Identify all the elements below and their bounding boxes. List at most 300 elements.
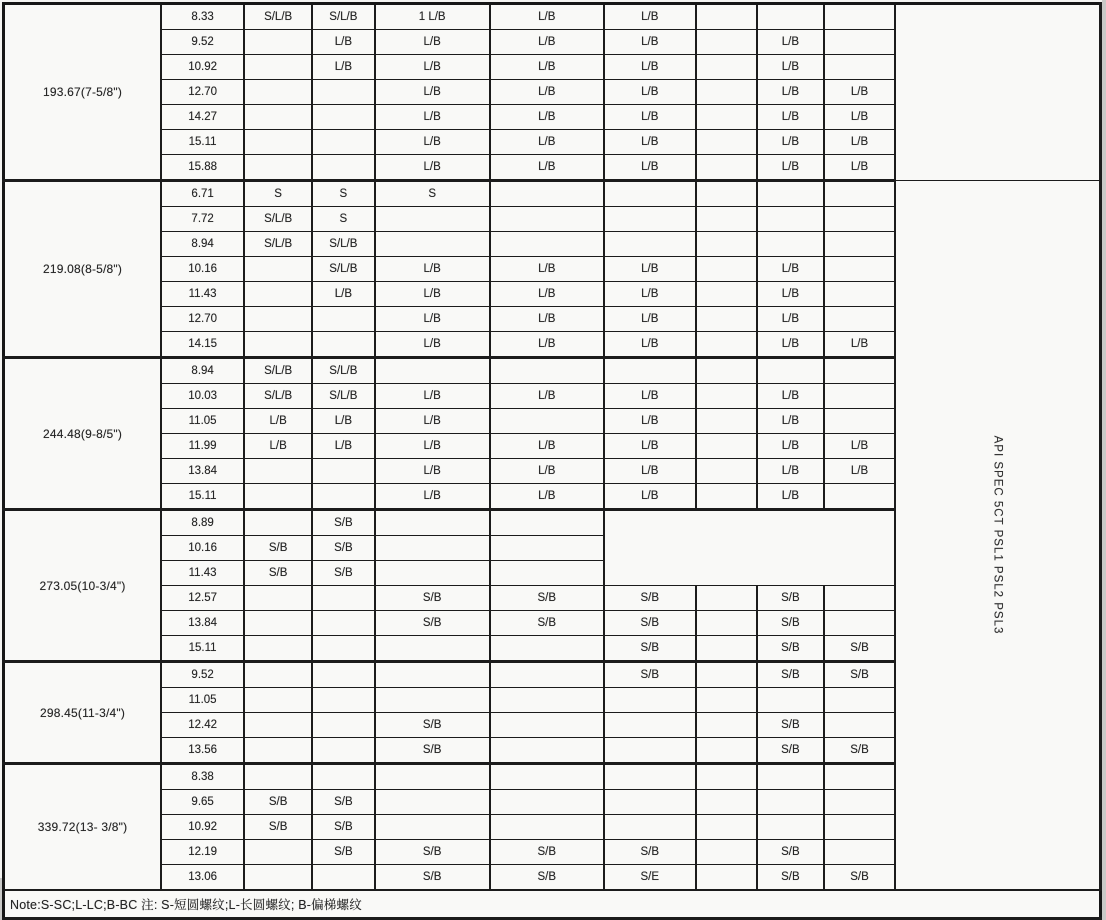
thread-type-cell: S/L/B	[244, 384, 312, 409]
thread-type-cell: S/B	[312, 790, 375, 815]
thread-type-cell	[757, 815, 824, 840]
thread-type-cell	[244, 764, 312, 790]
thread-type-cell: L/B	[490, 434, 604, 459]
thread-type-cell	[375, 790, 490, 815]
thread-type-cell	[696, 332, 757, 358]
thread-type-cell: L/B	[375, 307, 490, 332]
thread-type-cell: L/B	[824, 155, 895, 181]
thread-type-cell	[696, 30, 757, 55]
thread-type-cell	[696, 257, 757, 282]
thread-type-cell	[696, 4, 757, 30]
thread-type-cell	[696, 384, 757, 409]
note-cell: Note:S-SC;L-LC;B-BC 注: S-短圆螺纹;L-长圆螺纹; B-偏梯螺纹	[4, 890, 1101, 919]
thread-type-cell: L/B	[824, 459, 895, 484]
wall-thickness-cell: 8.33	[161, 4, 244, 30]
thread-type-cell	[244, 713, 312, 738]
thread-type-cell	[757, 358, 824, 384]
wall-thickness-cell: 8.38	[161, 764, 244, 790]
thread-type-cell	[312, 105, 375, 130]
thread-type-cell	[824, 207, 895, 232]
thread-type-cell	[490, 181, 604, 207]
thread-type-cell: L/B	[490, 105, 604, 130]
thread-type-cell: S/B	[757, 662, 824, 688]
api-spec-side-label: API SPEC 5CT PSL1 PSL2 PSL3	[991, 435, 1004, 635]
thread-type-cell	[757, 688, 824, 713]
thread-type-cell	[375, 536, 490, 561]
wall-thickness-cell: 12.57	[161, 586, 244, 611]
thread-type-cell	[312, 332, 375, 358]
thread-type-cell: S/B	[757, 586, 824, 611]
thread-type-cell: L/B	[757, 384, 824, 409]
wall-thickness-cell: 6.71	[161, 181, 244, 207]
thread-type-cell: L/B	[312, 30, 375, 55]
thread-type-cell	[244, 282, 312, 307]
thread-type-cell: S/B	[757, 738, 824, 764]
thread-type-cell	[312, 611, 375, 636]
thread-type-cell: L/B	[604, 332, 696, 358]
thread-type-cell	[490, 409, 604, 434]
thread-type-cell: L/B	[604, 105, 696, 130]
thread-type-cell	[604, 738, 696, 764]
thread-type-cell: S/B	[312, 536, 375, 561]
thread-type-cell	[312, 662, 375, 688]
wall-thickness-cell: 11.43	[161, 282, 244, 307]
thread-type-cell	[824, 611, 895, 636]
thread-type-cell	[244, 636, 312, 662]
thread-type-cell: L/B	[375, 384, 490, 409]
thread-type-cell: S/L/B	[312, 358, 375, 384]
size-cell: 244.48(9-8/5")	[4, 358, 162, 510]
thread-type-cell	[604, 815, 696, 840]
thread-type-cell: L/B	[824, 130, 895, 155]
thread-type-cell	[604, 764, 696, 790]
thread-type-cell: S/B	[604, 611, 696, 636]
thread-type-cell: S	[312, 181, 375, 207]
wall-thickness-cell: 10.92	[161, 55, 244, 80]
thread-type-cell: S/B	[375, 738, 490, 764]
thread-type-cell	[604, 688, 696, 713]
thread-type-cell	[696, 636, 757, 662]
thread-type-cell	[244, 332, 312, 358]
wall-thickness-cell: 13.56	[161, 738, 244, 764]
wall-thickness-cell: 11.43	[161, 561, 244, 586]
thread-type-cell: S/B	[244, 815, 312, 840]
thread-type-cell: 1 L/B	[375, 4, 490, 30]
thread-type-cell: S/L/B	[244, 232, 312, 257]
wall-thickness-cell: 10.92	[161, 815, 244, 840]
thread-type-cell	[696, 181, 757, 207]
thread-type-cell	[824, 840, 895, 865]
thread-type-cell	[696, 80, 757, 105]
thread-type-cell	[696, 459, 757, 484]
wall-thickness-cell: 13.06	[161, 865, 244, 891]
thread-type-cell	[824, 307, 895, 332]
thread-type-cell	[490, 536, 604, 561]
thread-type-cell	[312, 307, 375, 332]
thread-type-cell: L/B	[490, 30, 604, 55]
thread-type-cell: L/B	[757, 282, 824, 307]
thread-type-cell: L/B	[824, 80, 895, 105]
thread-type-cell	[757, 4, 824, 30]
thread-type-cell	[490, 790, 604, 815]
thread-type-cell	[244, 155, 312, 181]
thread-type-cell	[604, 181, 696, 207]
thread-type-cell	[490, 232, 604, 257]
thread-type-cell: L/B	[490, 459, 604, 484]
thread-type-cell	[696, 307, 757, 332]
thread-type-cell: L/B	[312, 409, 375, 434]
thread-type-cell: L/B	[604, 434, 696, 459]
thread-type-cell: L/B	[757, 459, 824, 484]
thread-type-cell	[824, 4, 895, 30]
thread-type-cell	[824, 30, 895, 55]
thread-type-cell: L/B	[490, 130, 604, 155]
thread-type-cell	[604, 358, 696, 384]
thread-type-cell: S/B	[312, 840, 375, 865]
thread-type-cell: L/B	[490, 484, 604, 510]
thread-type-cell	[824, 181, 895, 207]
thread-type-cell: S/B	[375, 713, 490, 738]
note-row	[4, 890, 1101, 919]
thread-type-cell	[696, 840, 757, 865]
thread-type-cell	[696, 865, 757, 891]
thread-type-cell	[312, 688, 375, 713]
thread-type-cell: L/B	[375, 409, 490, 434]
thread-type-cell: L/B	[604, 80, 696, 105]
thread-type-cell: L/B	[757, 130, 824, 155]
thread-type-cell	[490, 688, 604, 713]
thread-type-cell: S/B	[604, 636, 696, 662]
thread-type-cell: S/B	[244, 790, 312, 815]
thread-type-cell: L/B	[604, 459, 696, 484]
thread-type-cell: L/B	[604, 307, 696, 332]
thread-type-cell: L/B	[490, 55, 604, 80]
wall-thickness-cell: 15.11	[161, 484, 244, 510]
thread-type-cell	[696, 688, 757, 713]
thread-type-cell	[604, 790, 696, 815]
thread-type-cell: S/B	[604, 586, 696, 611]
thread-type-cell: L/B	[312, 55, 375, 80]
thread-type-cell: S/B	[757, 713, 824, 738]
wall-thickness-cell: 15.11	[161, 636, 244, 662]
thread-type-cell	[490, 738, 604, 764]
thread-type-cell: S/B	[375, 611, 490, 636]
thread-type-cell: L/B	[490, 282, 604, 307]
table-row	[4, 4, 1101, 30]
wall-thickness-cell: 8.89	[161, 510, 244, 536]
thread-type-cell	[824, 790, 895, 815]
thread-type-cell: L/B	[757, 55, 824, 80]
thread-type-cell: S/B	[312, 561, 375, 586]
thread-type-cell: L/B	[490, 257, 604, 282]
thread-type-cell	[696, 790, 757, 815]
thread-type-cell	[375, 207, 490, 232]
thread-type-cell	[696, 764, 757, 790]
wall-thickness-cell: 11.99	[161, 434, 244, 459]
thread-type-cell	[375, 358, 490, 384]
size-cell: 193.67(7-5/8")	[4, 4, 162, 181]
thread-type-cell	[824, 282, 895, 307]
thread-type-cell: S/B	[490, 865, 604, 891]
thread-type-cell: S/B	[757, 865, 824, 891]
thread-type-cell	[312, 865, 375, 891]
thread-type-cell: L/B	[375, 434, 490, 459]
size-cell: 298.45(11-3/4")	[4, 662, 162, 764]
thread-type-cell	[696, 207, 757, 232]
wall-thickness-cell: 10.16	[161, 536, 244, 561]
thread-type-cell: L/B	[244, 434, 312, 459]
thread-type-cell	[757, 232, 824, 257]
wall-thickness-cell: 14.15	[161, 332, 244, 358]
thread-type-cell	[244, 840, 312, 865]
thread-type-cell	[244, 459, 312, 484]
thread-type-cell: L/B	[490, 80, 604, 105]
thread-type-cell: S/L/B	[312, 232, 375, 257]
thread-type-cell	[696, 105, 757, 130]
thread-type-cell	[312, 80, 375, 105]
thread-type-cell: S/L/B	[244, 358, 312, 384]
size-cell: 273.05(10-3/4")	[4, 510, 162, 662]
thread-type-cell	[490, 358, 604, 384]
thread-type-cell: L/B	[757, 484, 824, 510]
thread-type-cell	[824, 55, 895, 80]
thread-type-cell: L/B	[312, 282, 375, 307]
thread-type-cell	[244, 307, 312, 332]
thread-type-cell: L/B	[375, 55, 490, 80]
thread-type-cell	[375, 561, 490, 586]
thread-type-cell	[490, 713, 604, 738]
thread-type-cell	[696, 358, 757, 384]
table-row	[4, 181, 1101, 207]
thread-type-cell	[312, 764, 375, 790]
thread-type-cell	[824, 713, 895, 738]
thread-type-cell	[696, 484, 757, 510]
size-cell: 219.08(8-5/8")	[4, 181, 162, 358]
thread-type-cell	[696, 611, 757, 636]
wall-thickness-cell: 15.88	[161, 155, 244, 181]
thread-type-cell: L/B	[604, 282, 696, 307]
thread-type-cell: L/B	[824, 105, 895, 130]
thread-type-cell: L/B	[757, 434, 824, 459]
thread-type-cell	[375, 688, 490, 713]
wall-thickness-cell: 12.70	[161, 80, 244, 105]
thread-type-cell	[824, 688, 895, 713]
wall-thickness-cell: 13.84	[161, 459, 244, 484]
thread-type-cell: S/B	[604, 662, 696, 688]
thread-type-cell	[696, 155, 757, 181]
thread-type-cell	[696, 232, 757, 257]
side-column-empty-cell	[895, 4, 1100, 181]
thread-type-cell: L/B	[757, 80, 824, 105]
thread-type-cell	[696, 409, 757, 434]
wall-thickness-cell: 12.19	[161, 840, 244, 865]
thread-type-cell: L/B	[375, 257, 490, 282]
thread-type-cell	[490, 510, 604, 536]
thread-type-cell: S/B	[824, 636, 895, 662]
thread-type-cell: S/B	[490, 840, 604, 865]
thread-type-cell	[824, 484, 895, 510]
thread-type-cell	[312, 738, 375, 764]
thread-type-cell	[244, 738, 312, 764]
thread-type-cell: L/B	[757, 155, 824, 181]
thread-type-cell	[375, 232, 490, 257]
thread-type-cell	[696, 815, 757, 840]
thread-type-cell	[757, 790, 824, 815]
thread-type-cell: L/B	[375, 105, 490, 130]
thread-type-cell	[696, 130, 757, 155]
thread-type-cell	[244, 130, 312, 155]
side-label-cell	[895, 181, 1100, 891]
thread-type-cell: S/B	[490, 611, 604, 636]
thread-type-cell	[604, 713, 696, 738]
thread-type-cell	[490, 207, 604, 232]
thread-type-cell: S/B	[824, 662, 895, 688]
thread-type-cell: L/B	[490, 155, 604, 181]
wall-thickness-cell: 8.94	[161, 358, 244, 384]
thread-type-cell: L/B	[604, 484, 696, 510]
thread-type-cell	[696, 713, 757, 738]
thread-type-cell: L/B	[604, 409, 696, 434]
thread-type-cell	[696, 738, 757, 764]
wall-thickness-cell: 9.52	[161, 662, 244, 688]
thread-type-cell	[490, 561, 604, 586]
size-cell: 339.72(13- 3/8")	[4, 764, 162, 891]
thread-type-cell: S/E	[604, 865, 696, 891]
thread-type-cell	[824, 586, 895, 611]
wall-thickness-cell: 7.72	[161, 207, 244, 232]
wall-thickness-cell: 10.03	[161, 384, 244, 409]
thread-type-cell	[244, 55, 312, 80]
thread-type-cell: S/B	[824, 738, 895, 764]
thread-type-cell: S/B	[490, 586, 604, 611]
thread-type-cell: L/B	[375, 30, 490, 55]
thread-type-cell	[696, 434, 757, 459]
wall-thickness-cell: 8.94	[161, 232, 244, 257]
thread-type-cell: L/B	[757, 307, 824, 332]
thread-type-cell: L/B	[375, 80, 490, 105]
casing-thread-spec-table	[2, 2, 1102, 920]
thread-type-cell	[312, 636, 375, 662]
thread-type-cell: S/B	[312, 510, 375, 536]
wall-thickness-cell: 14.27	[161, 105, 244, 130]
thread-type-cell: L/B	[375, 484, 490, 510]
thread-type-cell: L/B	[757, 332, 824, 358]
thread-type-cell	[696, 55, 757, 80]
thread-type-cell: L/B	[604, 384, 696, 409]
thread-type-cell: L/B	[604, 4, 696, 30]
thread-type-cell	[604, 232, 696, 257]
thread-type-cell: S/B	[244, 536, 312, 561]
thread-type-cell	[490, 815, 604, 840]
thread-type-cell	[244, 30, 312, 55]
thread-type-cell: L/B	[757, 257, 824, 282]
thread-type-cell: S/B	[312, 815, 375, 840]
thread-type-cell	[244, 105, 312, 130]
merged-empty-cell	[604, 510, 895, 586]
thread-type-cell: L/B	[375, 332, 490, 358]
thread-type-cell: L/B	[604, 30, 696, 55]
thread-type-cell: S/B	[375, 840, 490, 865]
wall-thickness-cell: 10.16	[161, 257, 244, 282]
thread-type-cell: S/B	[375, 865, 490, 891]
thread-type-cell: L/B	[244, 409, 312, 434]
thread-type-cell: L/B	[375, 130, 490, 155]
thread-type-cell: S/L/B	[244, 4, 312, 30]
thread-type-cell: S/L/B	[244, 207, 312, 232]
thread-type-cell	[824, 409, 895, 434]
thread-type-cell: L/B	[375, 459, 490, 484]
thread-type-cell	[312, 130, 375, 155]
thread-type-cell: L/B	[604, 155, 696, 181]
thread-type-cell: L/B	[824, 434, 895, 459]
thread-type-cell	[244, 688, 312, 713]
thread-type-cell	[824, 384, 895, 409]
thread-type-cell	[244, 80, 312, 105]
thread-type-cell	[490, 764, 604, 790]
thread-type-cell	[244, 865, 312, 891]
thread-type-cell: L/B	[824, 332, 895, 358]
wall-thickness-cell: 12.70	[161, 307, 244, 332]
thread-type-cell: L/B	[757, 409, 824, 434]
thread-type-cell: L/B	[312, 434, 375, 459]
thread-type-cell	[824, 232, 895, 257]
wall-thickness-cell: 15.11	[161, 130, 244, 155]
thread-type-cell	[490, 636, 604, 662]
thread-type-cell: L/B	[490, 332, 604, 358]
thread-type-cell	[696, 586, 757, 611]
thread-type-cell: S/B	[244, 561, 312, 586]
thread-type-cell	[244, 611, 312, 636]
thread-type-cell	[824, 358, 895, 384]
thread-type-cell	[312, 484, 375, 510]
thread-type-cell: L/B	[757, 30, 824, 55]
thread-type-cell	[757, 207, 824, 232]
thread-type-cell	[696, 662, 757, 688]
thread-type-cell: L/B	[375, 282, 490, 307]
table-body	[4, 4, 1101, 919]
thread-type-cell: S/L/B	[312, 257, 375, 282]
thread-type-cell: L/B	[490, 384, 604, 409]
thread-type-cell	[312, 155, 375, 181]
thread-type-cell: S	[312, 207, 375, 232]
thread-type-cell	[375, 764, 490, 790]
thread-type-cell	[375, 510, 490, 536]
thread-type-cell	[244, 510, 312, 536]
thread-type-cell: S/B	[824, 865, 895, 891]
thread-type-cell	[244, 257, 312, 282]
thread-type-cell	[824, 257, 895, 282]
thread-type-cell: S	[244, 181, 312, 207]
thread-type-cell: L/B	[604, 257, 696, 282]
thread-type-cell	[312, 713, 375, 738]
thread-type-cell	[490, 662, 604, 688]
thread-type-cell	[757, 764, 824, 790]
thread-type-cell: L/B	[604, 55, 696, 80]
thread-type-cell	[375, 636, 490, 662]
thread-type-cell	[375, 815, 490, 840]
thread-type-cell: S/B	[375, 586, 490, 611]
thread-type-cell: L/B	[375, 155, 490, 181]
thread-type-cell: S/B	[757, 636, 824, 662]
thread-type-cell	[312, 586, 375, 611]
thread-type-cell	[757, 181, 824, 207]
thread-type-cell	[244, 484, 312, 510]
thread-type-cell	[604, 207, 696, 232]
wall-thickness-cell: 13.84	[161, 611, 244, 636]
wall-thickness-cell: 12.42	[161, 713, 244, 738]
thread-type-cell: S	[375, 181, 490, 207]
thread-type-cell: S/B	[757, 840, 824, 865]
